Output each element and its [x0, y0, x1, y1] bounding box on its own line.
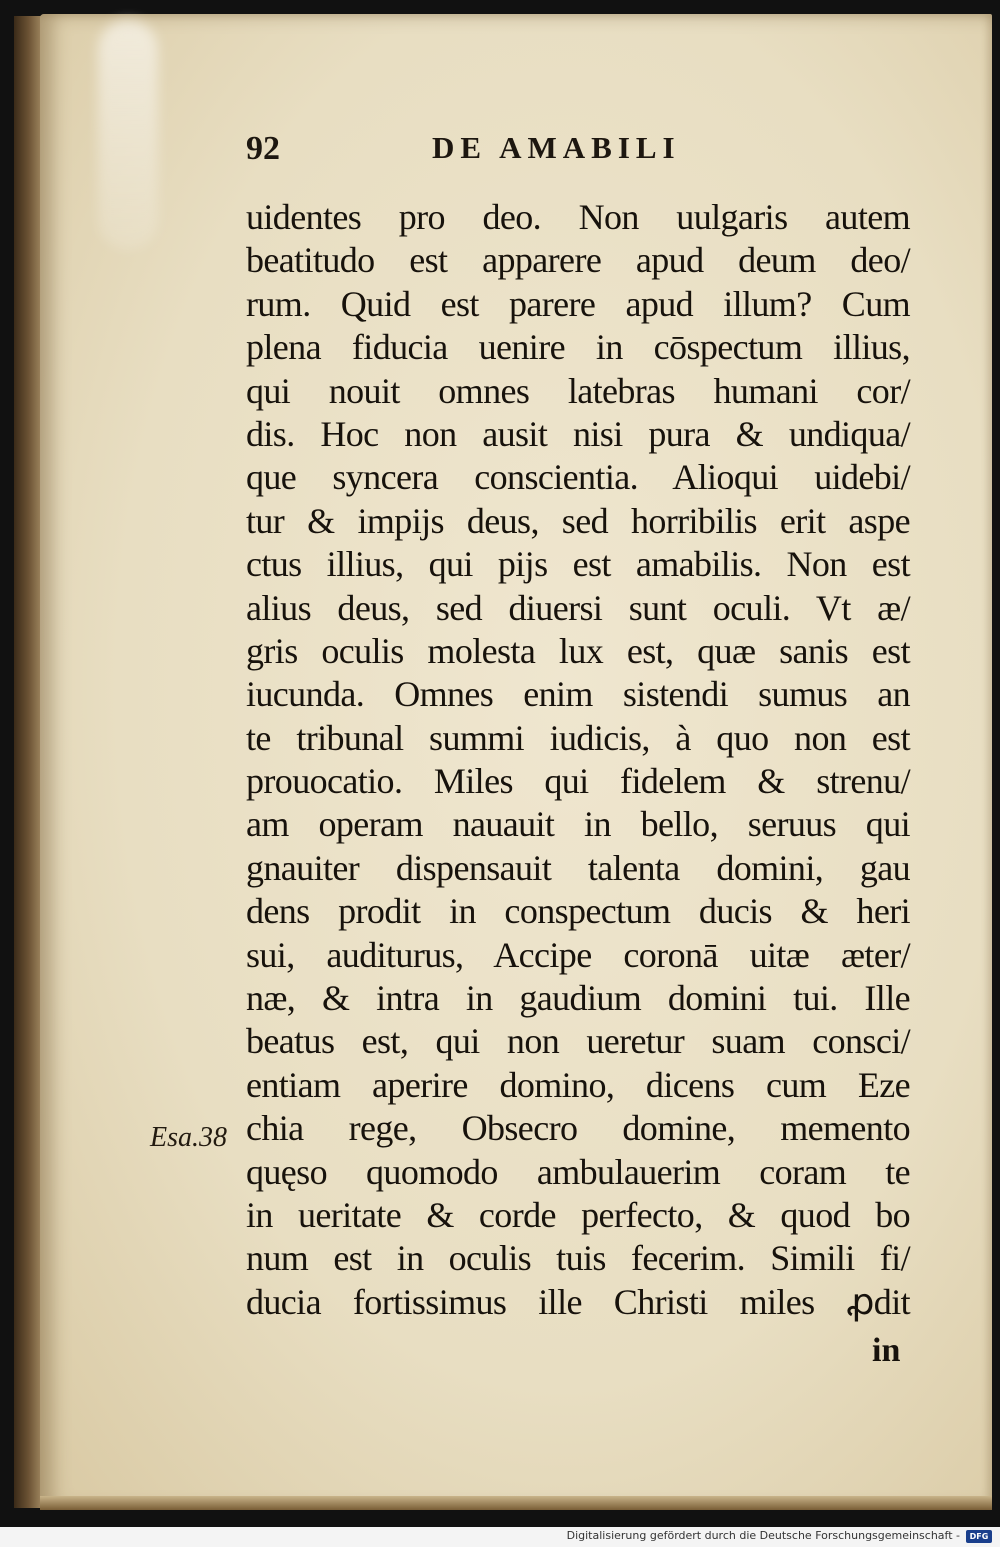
funding-credit: Digitalisierung gefördert durch die Deutsche Forschungsgemeinschaft - — [566, 1529, 960, 1542]
text-line: gris oculis molesta lux est, quæ sanis est — [246, 630, 910, 671]
footer-bar — [0, 1527, 1000, 1547]
text-line: rum. Quid est parere apud illum? Cum — [246, 283, 910, 324]
text-line: ctus illius, qui pijs est amabilis. Non est — [246, 544, 910, 585]
page-number: 92 — [246, 130, 280, 167]
text-line: tur & impijs deus, sed horribilis erit aspe — [246, 500, 910, 541]
text-line: dis. Hoc non ausit nisi pura & undiqua/ — [246, 413, 910, 454]
text-line: in ueritate & corde perfecto, & quod bo — [246, 1194, 910, 1235]
body-text — [246, 196, 910, 1324]
text-line: dens prodit in conspectum ducis & heri — [246, 891, 910, 932]
text-line: beatus est, qui non ueretur suam consci/ — [246, 1021, 910, 1062]
text-line: beatitudo est apparere apud deum deo/ — [246, 240, 910, 281]
text-line: uidentes pro deo. Non uulgaris autem — [246, 197, 910, 237]
page-bottom-edge — [40, 1496, 992, 1510]
dfg-logo-icon[interactable]: DFG — [966, 1530, 992, 1543]
text-line: alius deus, sed diuersi sunt oculi. Vt æ/ — [246, 587, 910, 628]
text-line: plena fiducia uenire in cōspectum illius, — [246, 327, 910, 368]
running-title: DE AMABILI — [432, 130, 681, 165]
paper-stain — [98, 20, 158, 250]
text-line: que syncera conscientia. Alioqui uidebi/ — [246, 457, 910, 498]
text-line: næ, & intra in gaudium domini tui. Ille — [246, 978, 910, 1019]
text-line: chia rege, Obsecro domine, memento — [246, 1108, 910, 1149]
catchword: in — [872, 1332, 901, 1369]
running-head — [246, 130, 746, 174]
text-line: te tribunal summi iudicis, à quo non est — [246, 717, 910, 758]
text-line: entiam aperire domino, dicens cum Eze — [246, 1064, 910, 1105]
text-line: am operam nauauit in bello, seruus qui — [246, 804, 910, 845]
text-line: num est in oculis tuis fecerim. Simili fi/ — [246, 1238, 910, 1279]
text-line: qui nouit omnes latebras humani cor/ — [246, 370, 910, 411]
marginal-note: Esa.38 — [150, 1122, 227, 1153]
text-line: sui, auditurus, Accipe coronā uitæ æter/ — [246, 934, 910, 975]
text-line: quęso quomodo ambulauerim coram te — [246, 1151, 910, 1192]
text-line: prouocatio. Miles qui fidelem & strenu/ — [246, 761, 910, 802]
text-line: ducia fortissimus ille Christi miles ꝓdit — [246, 1281, 910, 1322]
text-line: gnauiter dispensauit talenta domini, gau — [246, 847, 910, 888]
text-line: iucunda. Omnes enim sistendi sumus an — [246, 674, 910, 715]
